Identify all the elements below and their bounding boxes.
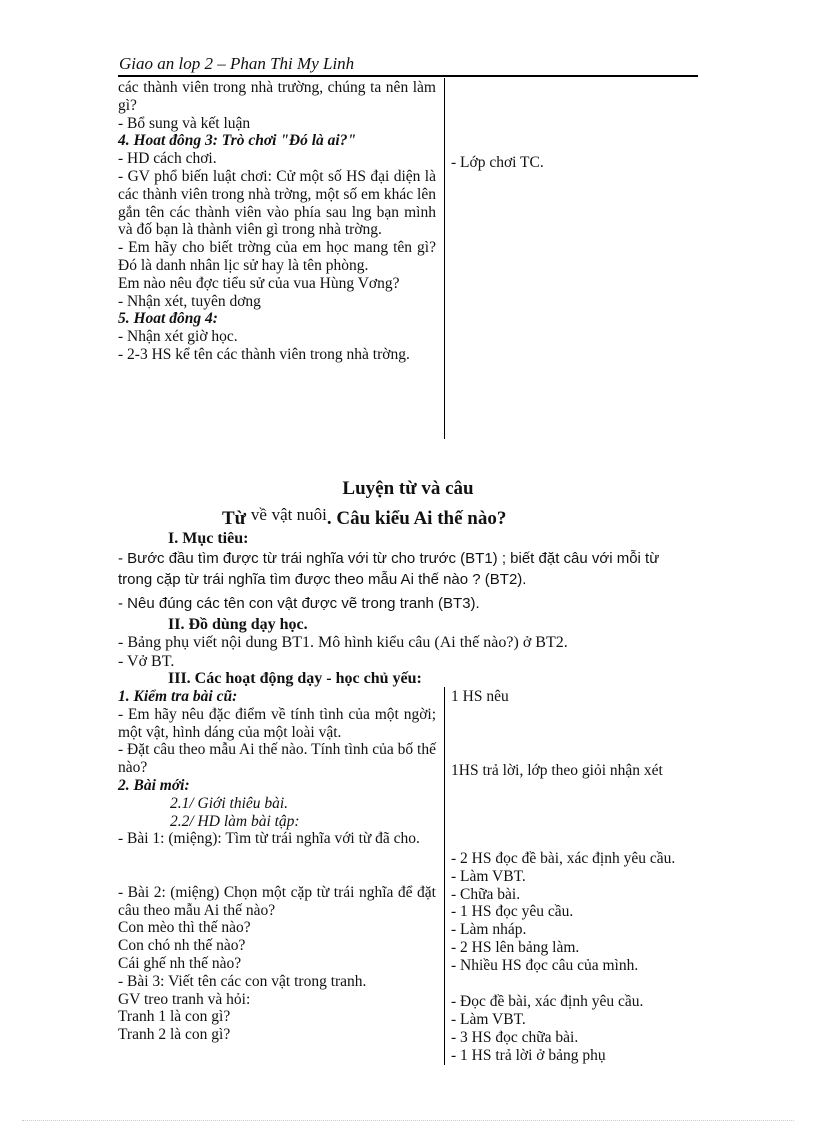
bt-left-12: - Bài 3: Viết tên các con vật trong tranh. xyxy=(118,972,367,990)
bt-left-11: Cái ghế nh thế nào? xyxy=(118,954,242,972)
top-left-line-4: - HD cách chơi. xyxy=(118,150,217,168)
top-left-line-5: - GV phổ biến luật chơi: Cử một số HS đại diện là các thành viên trong nhà trờng, một số em khác lên gắn tên các thành viên vào phía sau lng bạn mình và đố bạn là thành viên gì trong nhà trờng. xyxy=(118,167,436,239)
bt-right-3: 1HS trả lời, lớp theo giỏi nhận xét xyxy=(451,762,663,779)
material-1: - Bảng phụ viết nội dung BT1. Mô hình kiểu câu (Ai thế nào?) ở BT2. xyxy=(118,634,568,651)
bt-right-8: - 1 HS đọc yêu cầu. - Làm nháp. xyxy=(451,903,574,938)
bt-right-7: - 2 HS đọc đề bài, xác định yêu cầu. - Làm VBT. - Chữa bài. xyxy=(451,850,676,903)
top-left-line-1: các thành viên trong nhà trường, chúng ta nên làm gì? xyxy=(118,79,436,114)
bt-left-1: 1. Kiểm tra bài cũ: xyxy=(118,688,238,705)
bottom-table-divider xyxy=(444,687,445,1065)
top-table-left-column xyxy=(118,79,436,364)
subtitle-part-3: vật nuôi xyxy=(271,505,327,524)
bt-left-4: 2. Bài mới: xyxy=(118,776,190,794)
top-left-line-6: - Em hãy cho biết trờng của em học mang tên gì? Đó là danh nhân lịc sử hay là tên phòng. xyxy=(118,239,436,274)
top-left-line-10: - Nhận xét giờ học. xyxy=(118,328,238,346)
bt-left-15: Tranh 2 là con gì? xyxy=(118,1026,231,1044)
bt-right-9: - 2 HS lên bảng làm. xyxy=(451,939,580,956)
subtitle-part-2: về xyxy=(250,505,267,524)
top-left-line-2: - Bổ sung và kết luận xyxy=(118,114,251,132)
top-right-line-1: - Lớp chơi TC. xyxy=(451,154,544,171)
activity-4-heading: 5. Hoat đông 4: xyxy=(118,310,218,328)
bt-right-12: - Đọc đề bài, xác định yêu cầu. xyxy=(451,993,644,1010)
section-objectives: I. Mục tiêu: xyxy=(168,530,249,547)
subtitle-part-4: . Câu kiểu Ai thế nào? xyxy=(326,508,507,529)
header-rule xyxy=(118,75,698,77)
bt-left-2: - Em hãy nêu đặc điểm về tính tình của một ngời; một vật, hình dáng của một loài vật. xyxy=(118,705,436,741)
bt-left-5: 2.1/ Giới thiêu bài. xyxy=(170,794,289,812)
bt-left-9: Con mèo thì thế nào? xyxy=(118,919,251,937)
page-header: Giao an lop 2 – Phan Thi My Linh xyxy=(119,54,355,73)
bt-right-13: - Làm VBT. xyxy=(451,1011,526,1028)
objective-1: - Bước đầu tìm được từ trái nghĩa với từ cho trước (BT1) ; biết đặt câu với mỗi từ trong cặp từ trái nghĩa tìm được theo mẫu Ai thế nào ? (BT2). xyxy=(118,550,660,588)
activity-3-heading: 4. Hoat đông 3: Trò chơi "Đó là ai?" xyxy=(118,132,357,150)
material-2: - Vở BT. xyxy=(118,653,175,670)
bt-right-1: 1 HS nêu xyxy=(451,688,509,705)
bt-left-7: - Bài 1: (miệng): Tìm từ trái nghĩa với từ đã cho. xyxy=(118,830,420,848)
bt-right-15: - 1 HS trả lời ở bảng phụ xyxy=(451,1047,606,1064)
top-table-divider xyxy=(444,78,445,439)
objective-2: - Nêu đúng các tên con vật được vẽ trong tranh (BT3). xyxy=(118,595,480,612)
subtitle-part-1: Từ xyxy=(222,508,247,529)
bt-right-10: - Nhiều HS đọc câu của mình. xyxy=(451,957,639,974)
bt-left-6: 2.2/ HD làm bài tập: xyxy=(170,812,300,830)
lesson-subtitle xyxy=(222,505,507,530)
bt-left-10: Con chó nh thế nào? xyxy=(118,937,246,955)
section-activities: III. Các hoạt động dạy - học chủ yếu: xyxy=(168,670,422,687)
top-left-line-11: - 2-3 HS kể tên các thành viên trong nhà trờng. xyxy=(118,345,410,363)
bt-left-14: Tranh 1 là con gì? xyxy=(118,1008,231,1026)
lesson-title: Luyện từ và câu xyxy=(342,478,474,499)
top-left-line-7: Em nào nêu đợc tiểu sử của vua Hùng Vơng? xyxy=(118,274,400,292)
page-bottom-edge xyxy=(22,1120,794,1121)
bottom-table-left-column xyxy=(118,688,436,1044)
bottom-table-right-column xyxy=(451,688,751,1064)
top-table-right-column xyxy=(451,154,751,172)
bt-right-14: - 3 HS đọc chữa bài. xyxy=(451,1029,579,1046)
top-left-line-8: - Nhận xét, tuyên dơng xyxy=(118,292,261,310)
bt-left-3: - Đặt câu theo mẫu Ai thế nào. Tính tình của bố thế nào? xyxy=(118,741,436,777)
bt-left-8: - Bài 2: (miệng) Chọn một cặp từ trái nghĩa để đặt câu theo mẫu Ai thế nào? xyxy=(118,883,436,919)
section-materials: II. Đồ dùng dạy học. xyxy=(168,616,308,633)
bt-left-13: GV treo tranh và hỏi: xyxy=(118,990,251,1008)
